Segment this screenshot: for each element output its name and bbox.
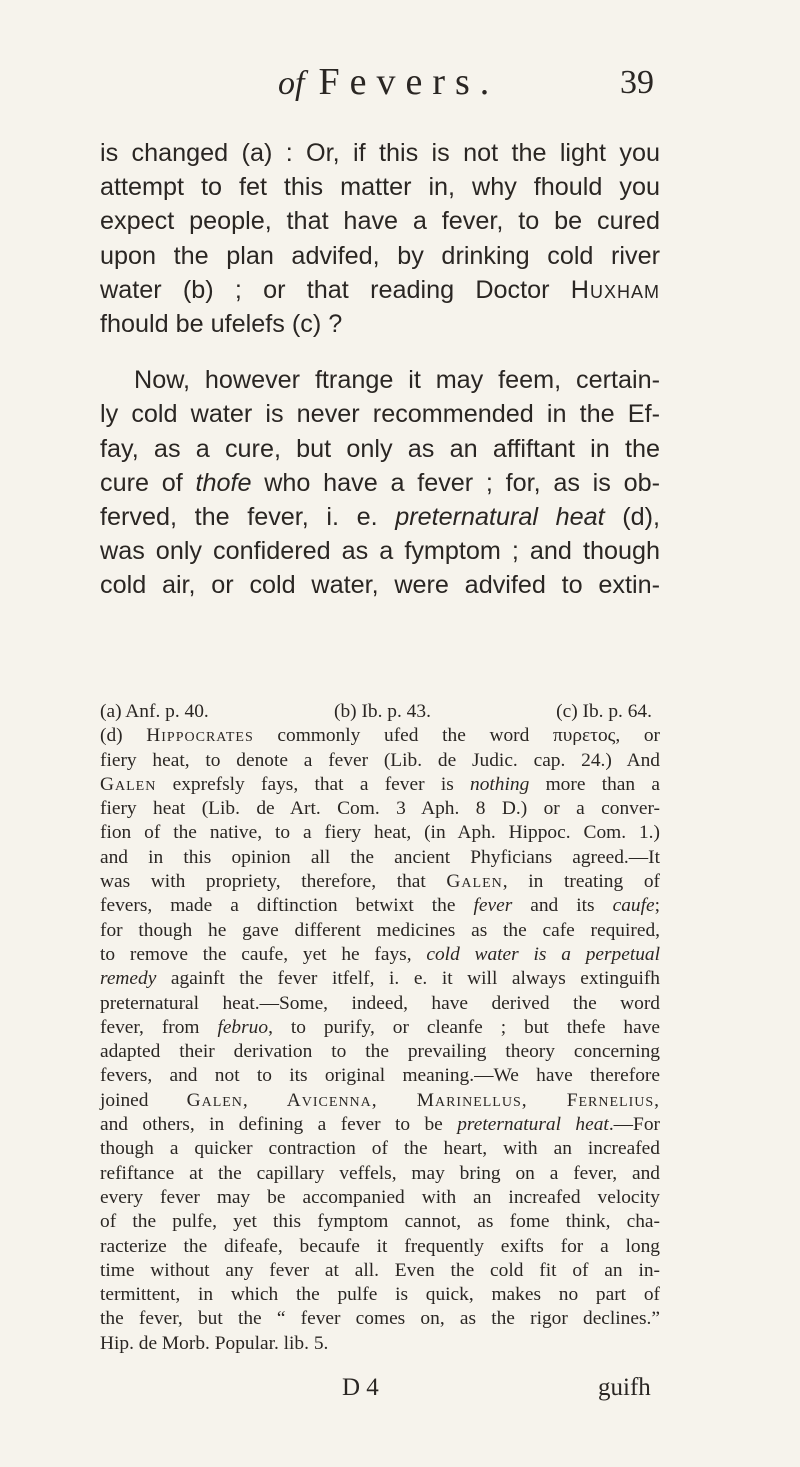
footnote-line	[100, 724, 660, 748]
italic-span: nothing	[470, 773, 530, 795]
footnote-line: fiery heat (Lib. de Art. Com. 3 Aph. 8 D.) or a conver-	[100, 798, 660, 820]
footnote-line: racterize the difeafe, becaufe it frequently exifts for a long	[100, 1235, 660, 1257]
footnote-line	[100, 773, 660, 797]
text-span: water (b) ; or that reading Doctor	[100, 275, 571, 304]
text-line: is changed (a) : Or, if this is not the light you	[100, 139, 660, 167]
page-header	[0, 60, 800, 120]
footnote-line: preternatural heat.—Some, indeed, have derived the word	[100, 992, 660, 1014]
page-number: 39	[620, 64, 654, 101]
italic-span: preternatural heat	[457, 1114, 609, 1136]
text-span: joined	[100, 1089, 187, 1111]
signature-mark: D 4	[342, 1374, 379, 1401]
footnote-line: Hip. de Morb. Popular. lib. 5.	[100, 1332, 329, 1354]
footnote-line: time without any fever at all. Even the cold fit of an in-	[100, 1259, 660, 1281]
footnote-line	[100, 1016, 660, 1040]
text-span: more than a	[529, 773, 660, 795]
text-line: was only confidered as a fymptom ; and though	[100, 537, 660, 566]
running-head	[278, 60, 499, 104]
text-line: expect people, that have a fever, to be cured	[100, 207, 660, 236]
text-span: and others, in defining a fever to be	[100, 1114, 458, 1136]
footnotes	[100, 700, 660, 1356]
catchword: guifh	[598, 1374, 651, 1401]
text-line: upon the plan advifed, by drinking cold river	[100, 241, 660, 270]
footnote-line: fiery heat, to denote a fever (Lib. de Judic. cap. 24.) And	[100, 749, 660, 771]
italic-span: remedy	[100, 968, 157, 990]
footnote-b: (b) Ib. p. 43.	[333, 701, 431, 722]
footnote-c: (c) Ib. p. 64.	[556, 701, 652, 722]
footnote-a: (a) Anf. p. 40.	[100, 701, 209, 722]
footnote-line: refiftance at the capillary veffels, may bring on a fever, and	[100, 1162, 660, 1184]
footnote-line	[100, 1089, 660, 1113]
text-span: (d),	[604, 503, 660, 532]
footnote-line: fevers, and not to its original meaning.—We have therefore	[100, 1065, 660, 1087]
italic-span: preternatural heat	[395, 503, 605, 532]
footnote-line	[100, 943, 660, 967]
author-names: Galen, Avicenna, Marinellus, Fernelius,	[186, 1089, 660, 1111]
text-line: ly cold water is never recommended in the Ef-	[100, 400, 660, 429]
italic-span: februo	[217, 1016, 269, 1038]
italic-span: cold water is a perpetual	[426, 943, 661, 965]
footnote-line: for though he gave different medicines as the cafe required,	[100, 919, 660, 941]
running-head-title: Fevers.	[318, 61, 500, 103]
text-span: , to purify, or cleanfe ; but thefe have	[268, 1016, 660, 1038]
footnote-line: and in this opinion all the ancient Phyficians agreed.—It	[100, 846, 660, 868]
text-span: and its	[512, 895, 613, 917]
italic-span: caufe	[612, 895, 655, 917]
text-line: fay, as a cure, but only as an affiftant in the	[100, 434, 660, 463]
text-line: attempt to fet this matter in, why fhould you	[100, 173, 660, 202]
footnote-line	[100, 967, 660, 991]
text-span: , in treating of	[502, 871, 660, 893]
author-name: Galen	[100, 773, 157, 795]
footnote-line: fion of the native, to a fiery heat, (in Aph. Hippoc. Com. 1.)	[100, 822, 660, 844]
text-span: againft the fever itfelf, i. e. it will always extinguifh	[156, 968, 660, 990]
text-span: ;	[654, 895, 660, 917]
text-span: (d)	[100, 725, 147, 747]
italic-span: thofe	[195, 468, 252, 497]
text-line	[100, 273, 660, 307]
footnote-refs	[100, 700, 660, 724]
running-head-of: of	[278, 65, 305, 102]
main-text	[100, 136, 660, 603]
text-span: to remove the caufe, yet he fays,	[100, 943, 427, 965]
author-name: Hippocrates	[146, 725, 254, 747]
text-span: .—For	[608, 1114, 660, 1136]
author-name: Huxham	[570, 275, 660, 304]
page-footer	[0, 1374, 800, 1408]
footnote-line: adapted their derivation to the prevailing theory concerning	[100, 1041, 660, 1063]
text-line: cold air, or cold water, were advifed to extin-	[100, 571, 660, 600]
footnote-line	[100, 870, 660, 894]
text-line: fhould be ufelefs (c) ?	[100, 310, 343, 339]
footnote-line: though a quicker contraction of the heart, with an increafed	[100, 1138, 660, 1160]
text-span: fever, from	[100, 1016, 218, 1038]
text-span: fevers, made a diftinction betwixt the	[100, 895, 474, 917]
text-span: ferved, the fever, i. e.	[100, 503, 396, 532]
text-span: cure of	[100, 468, 196, 497]
text-span: who have a fever ; for, as is ob-	[251, 468, 660, 497]
footnote-line	[100, 894, 660, 918]
footnote-line: the fever, but the “ fever comes on, as the rigor declines.”	[100, 1308, 660, 1330]
author-name: Galen	[446, 871, 503, 893]
text-span: was with propriety, therefore, that	[100, 871, 447, 893]
text-line	[100, 500, 660, 534]
footnote-line: of the pulfe, yet this fymptom cannot, as fome think, cha-	[100, 1211, 660, 1233]
footnote-line	[100, 1113, 660, 1137]
italic-span: fever	[473, 895, 513, 917]
text-line	[100, 466, 660, 500]
text-span: exprefsly fays, that a fever is	[156, 773, 471, 795]
footnote-line: every fever may be accompanied with an increafed velocity	[100, 1186, 660, 1208]
text-line: Now, however ftrange it may feem, certain-	[134, 366, 660, 395]
footnote-line: termittent, in which the pulfe is quick, makes no part of	[100, 1284, 660, 1306]
text-span: commonly ufed the word πυρετος, or	[253, 725, 660, 747]
